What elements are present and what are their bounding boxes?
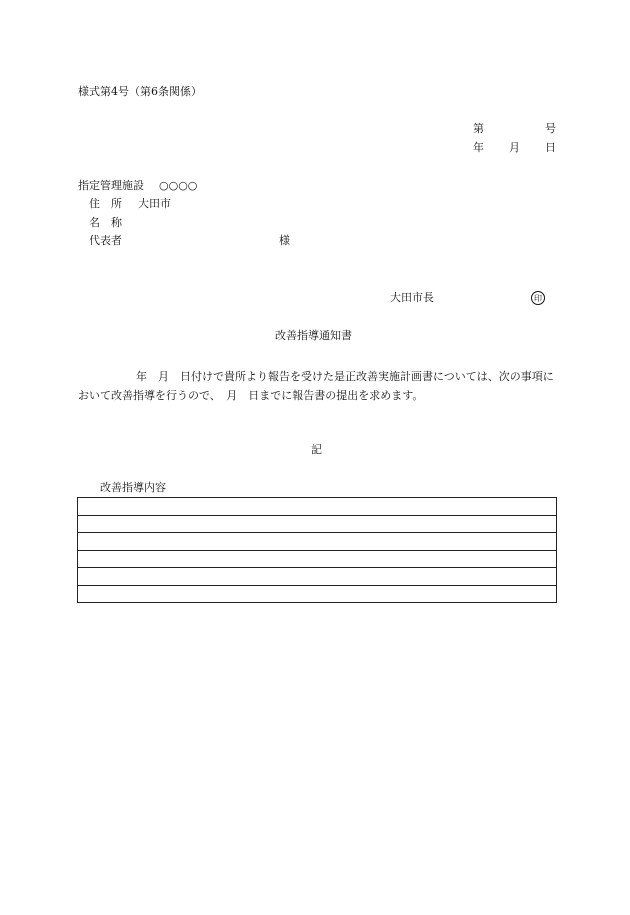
honorific: 様 [279,234,290,247]
document-number-dai: 第 [473,122,484,135]
ki-heading: 記 [311,443,322,456]
date-year: 年 [473,141,484,154]
table-row [78,515,557,533]
date-month: 月 [509,141,520,154]
document-title: 改善指導通知書 [275,329,352,342]
table-row [78,585,557,603]
address-label: 住 所 [89,197,122,210]
body-text: 年 月 日付けで貴所より報告を受けた是正改善実施計画書については、次の事項において改善指導を行うので、 月 日までに報告書の提出を求めます。 [78,370,554,402]
improvement-content-table [77,497,557,603]
table-cell [78,568,557,586]
form-number: 様式第4号（第6条関係） [78,85,202,98]
section-label: 改善指導内容 [100,481,166,494]
table-cell [78,515,557,533]
table-cell [78,585,557,603]
table-row [78,568,557,586]
representative-label: 代表者 [89,234,122,247]
table-row [78,533,557,551]
address-value: 大田市 [138,197,171,210]
sender-title: 大田市長 [390,291,434,304]
document-number-go: 号 [545,122,556,135]
table-row [78,550,557,568]
table-cell [78,498,557,516]
date-day: 日 [545,141,556,154]
table-row [78,498,557,516]
facility-label: 指定管理施設 [78,179,144,192]
table-cell [78,533,557,551]
name-label: 名 称 [89,216,122,229]
facility-value: ○○○○ [159,179,198,192]
seal-mark: 印 [531,291,545,305]
table-cell [78,550,557,568]
